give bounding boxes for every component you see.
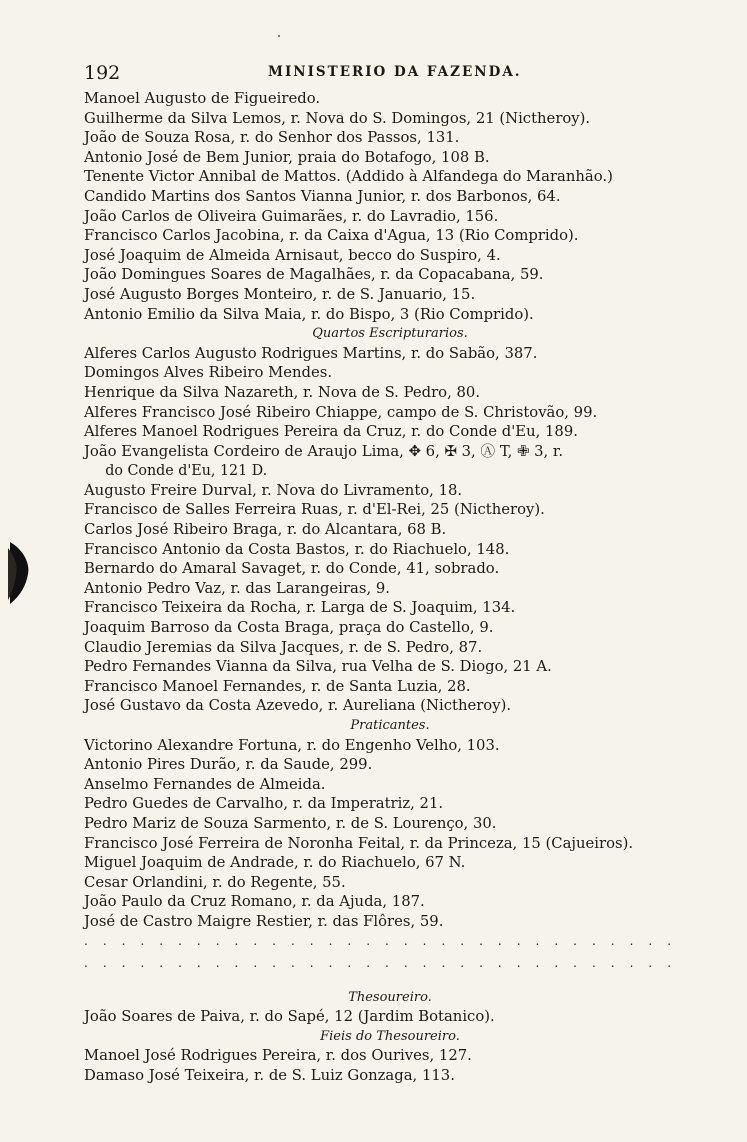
directory-entry: Domingos Alves Ribeiro Mendes. <box>84 364 333 382</box>
directory-entry: Damaso José Teixeira, r. de S. Luiz Gonzaga, 113. <box>84 1066 455 1084</box>
page-header <box>84 62 696 88</box>
directory-entry: Miguel Joaquim de Andrade, r. do Riachuelo, 67 N. <box>84 854 466 872</box>
directory-entry: José de Castro Maigre Restier, r. das Flôres, 59. <box>84 912 444 930</box>
directory-entry: Victorino Alexandre Fortuna, r. do Engenho Velho, 103. <box>84 736 500 754</box>
directory-entry: José Joaquim de Almeida Arnisaut, becco do Suspiro, 4. <box>84 246 501 264</box>
directory-entry: Bernardo do Amaral Savaget, r. do Conde, 41, sobrado. <box>84 560 500 578</box>
directory-entry: Carlos José Ribeiro Braga, r. do Alcantara, 68 B. <box>84 521 447 539</box>
directory-entry: Anselmo Fernandes de Almeida. <box>84 775 326 793</box>
directory-entry: Francisco de Salles Ferreira Ruas, r. d'El-Rei, 25 (Nictheroy). <box>84 501 545 519</box>
spacer <box>84 976 696 988</box>
page-body <box>84 89 696 1086</box>
directory-entry: Antonio Pires Durão, r. da Saude, 299. <box>84 756 373 774</box>
directory-entry: Pedro Fernandes Vianna da Silva, rua Velha de S. Diogo, 21 A. <box>84 658 552 676</box>
directory-entry: José Gustavo da Costa Azevedo, r. Aureliana (Nictheroy). <box>84 697 512 715</box>
directory-entry: Manoel José Rodrigues Pereira, r. dos Ourives, 127. <box>84 1047 472 1065</box>
directory-entry: Pedro Guedes de Carvalho, r. da Imperatriz, 21. <box>84 795 444 813</box>
directory-entry: Francisco Teixeira da Rocha, r. Larga de S. Joaquim, 134. <box>84 599 516 617</box>
directory-entry: João Soares de Paiva, r. do Sapé, 12 (Jardim Botanico). <box>84 1008 495 1026</box>
section-heading: Thesoureiro. <box>348 989 432 1005</box>
directory-entry: Antonio Emilio da Silva Maia, r. do Bispo, 3 (Rio Comprido). <box>84 305 534 323</box>
directory-entry: Alferes Francisco José Ribeiro Chiappe, campo de S. Christovão, 99. <box>84 403 598 421</box>
section-heading: Quartos Escripturarios. <box>312 326 468 342</box>
directory-entry: Francisco Antonio da Costa Bastos, r. do Riachuelo, 148. <box>84 540 510 558</box>
directory-entry: Antonio José de Bem Junior, praia do Botafogo, 108 B. <box>84 148 490 166</box>
section-heading: Fieis do Thesoureiro. <box>320 1028 460 1044</box>
directory-entry: João Paulo da Cruz Romano, r. da Ajuda, 187. <box>84 893 425 911</box>
directory-entry: Claudio Jeremias da Silva Jacques, r. de S. Pedro, 87. <box>84 638 483 656</box>
entry-continuation: do Conde d'Eu, 121 D. <box>105 462 268 480</box>
directory-entry: João Domingues Soares de Magalhães, r. da Copacabana, 59. <box>84 266 544 284</box>
section-heading: Praticantes. <box>350 718 430 733</box>
ink-speck <box>278 35 280 37</box>
directory-entry: Guilherme da Silva Lemos, r. Nova do S. Domingos, 21 (Nictheroy). <box>84 109 591 127</box>
directory-entry: Francisco José Ferreira de Noronha Feital, r. da Princeza, 15 (Cajueiros). <box>84 834 634 852</box>
directory-entry: João de Souza Rosa, r. do Senhor dos Passos, 131. <box>84 129 460 147</box>
binding-shadow-graphic <box>4 538 34 608</box>
directory-entry: Cesar Orlandini, r. do Regente, 55. <box>84 873 346 891</box>
directory-entry: Alferes Carlos Augusto Rodrigues Martins, r. do Sabão, 387. <box>84 344 538 362</box>
directory-entry: Candido Martins dos Santos Vianna Junior, r. dos Barbonos, 64. <box>84 187 561 205</box>
directory-entry: Augusto Freire Durval, r. Nova do Livramento, 18. <box>84 481 463 499</box>
directory-entry: Alferes Manoel Rodrigues Pereira da Cruz, r. do Conde d'Eu, 189. <box>84 423 578 441</box>
running-title: MINISTERIO DA FAZENDA. <box>268 64 522 80</box>
directory-entry: João Carlos de Oliveira Guimarães, r. do Lavradio, 156. <box>84 207 499 225</box>
directory-entry: Manoel Augusto de Figueiredo. <box>84 90 321 107</box>
directory-entry: Francisco Carlos Jacobina, r. da Caixa d'Agua, 13 (Rio Comprido). <box>84 227 579 245</box>
directory-entry: João Evangelista Cordeiro de Araujo Lima, ✥ 6, ✠ 3, Ⓐ T, ✙ 3, r. <box>84 442 564 460</box>
directory-entry: Henrique da Silva Nazareth, r. Nova de S. Pedro, 80. <box>84 383 481 401</box>
directory-entry: Joaquim Barroso da Costa Braga, praça do Castello, 9. <box>84 619 494 637</box>
directory-entry: Francisco Manoel Fernandes, r. de Santa Luzia, 28. <box>84 677 471 695</box>
page-number: 192 <box>84 62 121 84</box>
directory-entry: Antonio Pedro Vaz, r. das Larangeiras, 9. <box>84 579 390 597</box>
dotted-separator: ................................ <box>84 955 687 970</box>
directory-entry: Pedro Mariz de Souza Sarmento, r. de S. Lourenço, 30. <box>84 814 497 832</box>
dotted-separator: ................................ <box>84 933 687 948</box>
directory-entry: José Augusto Borges Monteiro, r. de S. Januario, 15. <box>84 285 476 303</box>
directory-entry: Tenente Victor Annibal de Mattos. (Addido à Alfandega do Maranhão.) <box>84 168 613 186</box>
